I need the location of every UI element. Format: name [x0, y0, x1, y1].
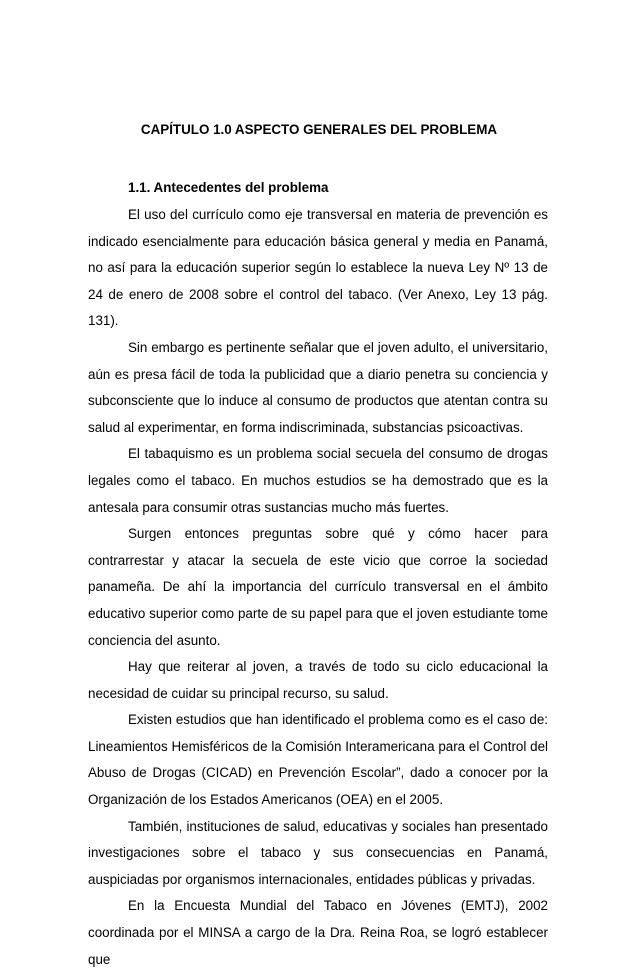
body-text — [88, 202, 548, 973]
paragraph-2: Sin embargo es pertinente señalar que el joven adulto, el universitario, aún es presa fácil de toda la publicidad que a diario penetra su conciencia y subconsciente que lo induce al consumo de productos que atentan contra su salud al experimentar, en forma indiscriminada, substancias psicoactivas. — [88, 339, 548, 435]
paragraph-1: El uso del currículo como eje transversal en materia de prevención es indicado esencialmente para educación básica general y media en Panamá, no así para la educación superior según lo establece la nueva Ley Nº 13 de 24 de enero de 2008 sobre el control del tabaco. (Ver Anexo, Ley 13 pág. 131). — [88, 207, 548, 329]
paragraph-4: Surgen entonces preguntas sobre qué y cómo hacer para contrarrestar y atacar la secuela de este vicio que corroe la sociedad panameña. De ahí la importancia del currículo transversal en el ámbito educativo superior como parte de su papel para que el joven estudiante tome conciencia del asunto. — [88, 526, 548, 648]
paragraph-6: Existen estudios que han identificado el problema como es el caso de: Lineamientos Hemisféricos de la Comisión Interamericana para el Control del Abuso de Drogas (CICAD) en Prevención Escolar”, dado a conocer por la Organización de los Estados Americanos (OEA) en el 2005. — [88, 712, 548, 808]
paragraph-3: El tabaquismo es un problema social secuela del consumo de drogas legales como el tabaco. En muchos estudios se ha demostrado que es la antesala para consumir otras sustancias mucho más fuertes. — [88, 446, 548, 515]
paragraph-7: También, instituciones de salud, educativas y sociales han presentado investigaciones sobre el tabaco y sus consecuencias en Panamá, auspiciadas por organismos internacionales, entidades públicas y privadas. — [88, 818, 548, 887]
paragraph-5: Hay que reiterar al joven, a través de todo su ciclo educacional la necesidad de cuidar su principal recurso, su salud. — [88, 659, 548, 701]
section-heading: 1.1. Antecedentes del problema — [128, 180, 329, 195]
paragraph-8: En la Encuesta Mundial del Tabaco en Jóvenes (EMTJ), 2002 coordinada por el MINSA a cargo de la Dra. Reina Roa, se logró establecer que — [88, 898, 548, 967]
chapter-title: CAPÍTULO 1.0 ASPECTO GENERALES DEL PROBLEMA — [140, 122, 498, 137]
